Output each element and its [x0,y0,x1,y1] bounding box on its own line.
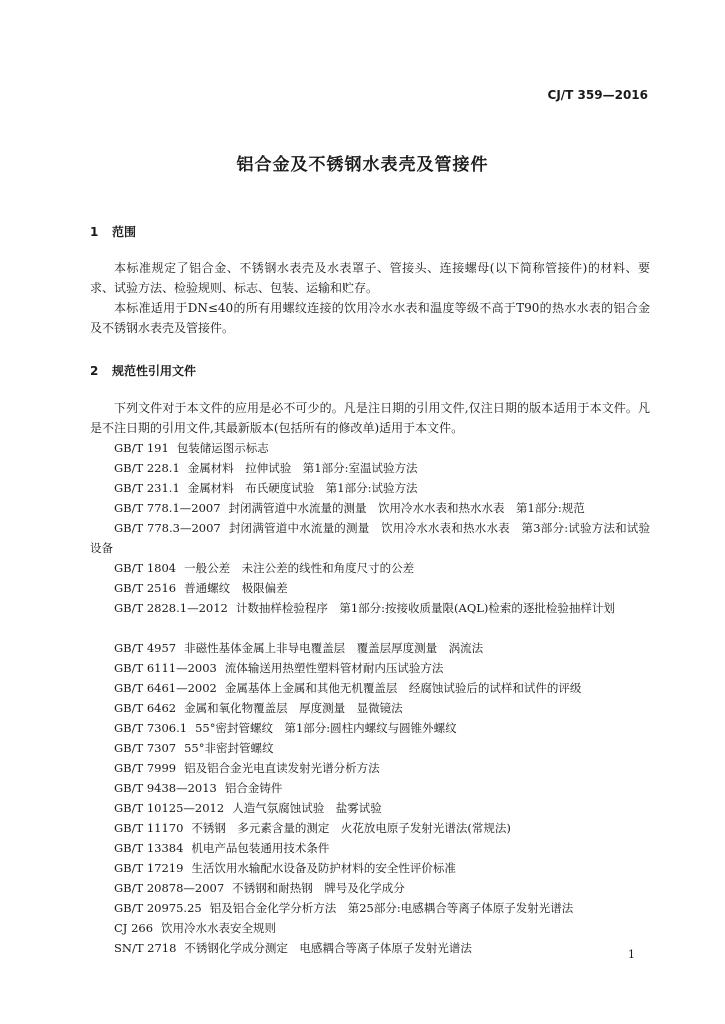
references-intro-paragraph: 下列文件对于本文件的应用是必不可少的。凡是注日期的引用文件,仅注日期的版本适用于本文件。凡是不注日期的引用文件,其最新版本(包括所有的修改单)适用于本文件。 [90,401,650,435]
reference-code: GB/T 9438—2013 [114,781,217,795]
reference-code: GB/T 20975.25 [114,901,202,915]
reference-item [90,638,650,658]
reference-code: GB/T 6111—2003 [114,661,217,675]
reference-item [90,818,650,838]
reference-title: 包装储运图示标志 [176,441,269,455]
section-title: 规范性引用文件 [112,364,197,378]
reference-item [90,578,650,598]
reference-code: GB/T 2516 [114,581,177,595]
reference-title: 非磁性基体金属上非导电覆盖层 覆盖层厚度测量 涡流法 [184,641,484,655]
reference-code: GB/T 2828.1—2012 [114,601,228,615]
reference-item [90,858,650,878]
reference-item [90,518,650,558]
reference-title: 封闭满管道中水流量的测量 饮用冷水水表和热水水表 第3部分:试验方法和试验设备 [90,521,650,555]
reference-item [90,938,650,958]
reference-item [90,678,650,698]
reference-title: 55°非密封管螺纹 [184,741,274,755]
reference-title: 金属材料 拉伸试验 第1部分:室温试验方法 [187,461,418,475]
scope-paragraph: 本标准适用于DN≤40的所有用螺纹连接的饮用冷水水表和温度等级不高于T90的热水水表的铝合金及不锈钢水表壳及管接件。 [90,301,650,335]
reference-code: GB/T 191 [114,441,169,455]
reference-code: GB/T 11170 [114,821,184,835]
reference-item [90,758,650,778]
reference-item [90,718,650,738]
reference-title: 饮用冷水水表安全规则 [161,921,277,935]
reference-item [90,918,650,938]
reference-title: 金属基体上金属和其他无机覆盖层 经腐蚀试验后的试样和试件的评级 [224,681,582,695]
reference-title: 铝及铝合金光电直读发射光谱分析方法 [184,761,380,775]
standard-code: CJ/T 359—2016 [547,88,648,102]
reference-code: GB/T 778.3—2007 [114,521,221,535]
reference-title: 55°密封管螺纹 第1部分:圆柱内螺纹与圆锥外螺纹 [195,721,457,735]
reference-code: GB/T 17219 [114,861,184,875]
section-title: 范围 [112,225,137,239]
reference-item [90,698,650,718]
reference-code: GB/T 1804 [114,561,177,575]
reference-item [90,558,650,578]
reference-item [90,898,650,918]
reference-code: GB/T 778.1—2007 [114,501,221,515]
reference-title: 不锈钢和耐热钢 牌号及化学成分 [232,881,405,895]
reference-code: GB/T 7999 [114,761,177,775]
section-heading-scope [90,223,136,240]
reference-item [90,458,650,478]
reference-code: CJ 266 [114,921,154,935]
reference-title: 生活饮用水输配水设备及防护材料的安全性评价标准 [191,861,456,875]
reference-item [90,878,650,898]
reference-code: GB/T 231.1 [114,481,180,495]
reference-title: 人造气氛腐蚀试验 盐雾试验 [232,801,382,815]
reference-code: GB/T 13384 [114,841,184,855]
reference-title: 计数抽样检验程序 第1部分:按接收质量限(AQL)检索的逐批检验抽样计划 [235,601,615,615]
reference-title: 不锈钢 多元素含量的测定 火花放电原子发射光谱法(常规法) [191,821,511,835]
document-title: 铝合金及不锈钢水表壳及管接件 [236,155,489,175]
reference-code: SN/T 2718 [114,941,177,955]
reference-code: GB/T 10125—2012 [114,801,225,815]
reference-item [90,598,650,618]
reference-title: 金属和氧化物覆盖层 厚度测量 显微镜法 [184,701,403,715]
reference-code: GB/T 6462 [114,701,177,715]
reference-item [90,478,650,498]
section-number: 1 [90,225,99,239]
reference-item [90,798,650,818]
reference-title: 普通螺纹 极限偏差 [184,581,288,595]
reference-title: 一般公差 未注公差的线性和角度尺寸的公差 [184,561,415,575]
reference-title: 铝及铝合金化学分析方法 第25部分:电感耦合等离子体原子发射光谱法 [209,901,574,915]
reference-code: GB/T 228.1 [114,461,180,475]
reference-item [90,438,650,458]
page-number: 1 [628,948,635,961]
reference-code: GB/T 7307 [114,741,177,755]
reference-title: 封闭满管道中水流量的测量 饮用冷水水表和热水水表 第1部分:规范 [228,501,585,515]
reference-title: 金属材料 布氏硬度试验 第1部分:试验方法 [187,481,418,495]
section-heading-normative-references [90,362,196,379]
reference-item [90,658,650,678]
section-number: 2 [90,364,99,378]
reference-title: 铝合金铸件 [224,781,283,795]
reference-item [90,498,650,518]
reference-title: 机电产品包装通用技术条件 [191,841,330,855]
reference-title: 不锈钢化学成分测定 电感耦合等离子体原子发射光谱法 [184,941,472,955]
reference-code: GB/T 6461—2002 [114,681,217,695]
reference-code: GB/T 4957 [114,641,177,655]
reference-item [90,778,650,798]
reference-code: GB/T 7306.1 [114,721,188,735]
reference-item [90,738,650,758]
reference-code: GB/T 20878—2007 [114,881,225,895]
reference-title: 流体输送用热塑性塑料管材耐内压试验方法 [224,661,444,675]
scope-paragraph: 本标准规定了铝合金、不锈钢水表壳及水表罩子、管接头、连接螺母(以下简称管接件)的材料、要求、试验方法、检验规则、标志、包装、运输和贮存。 [90,261,650,295]
reference-item [90,838,650,858]
